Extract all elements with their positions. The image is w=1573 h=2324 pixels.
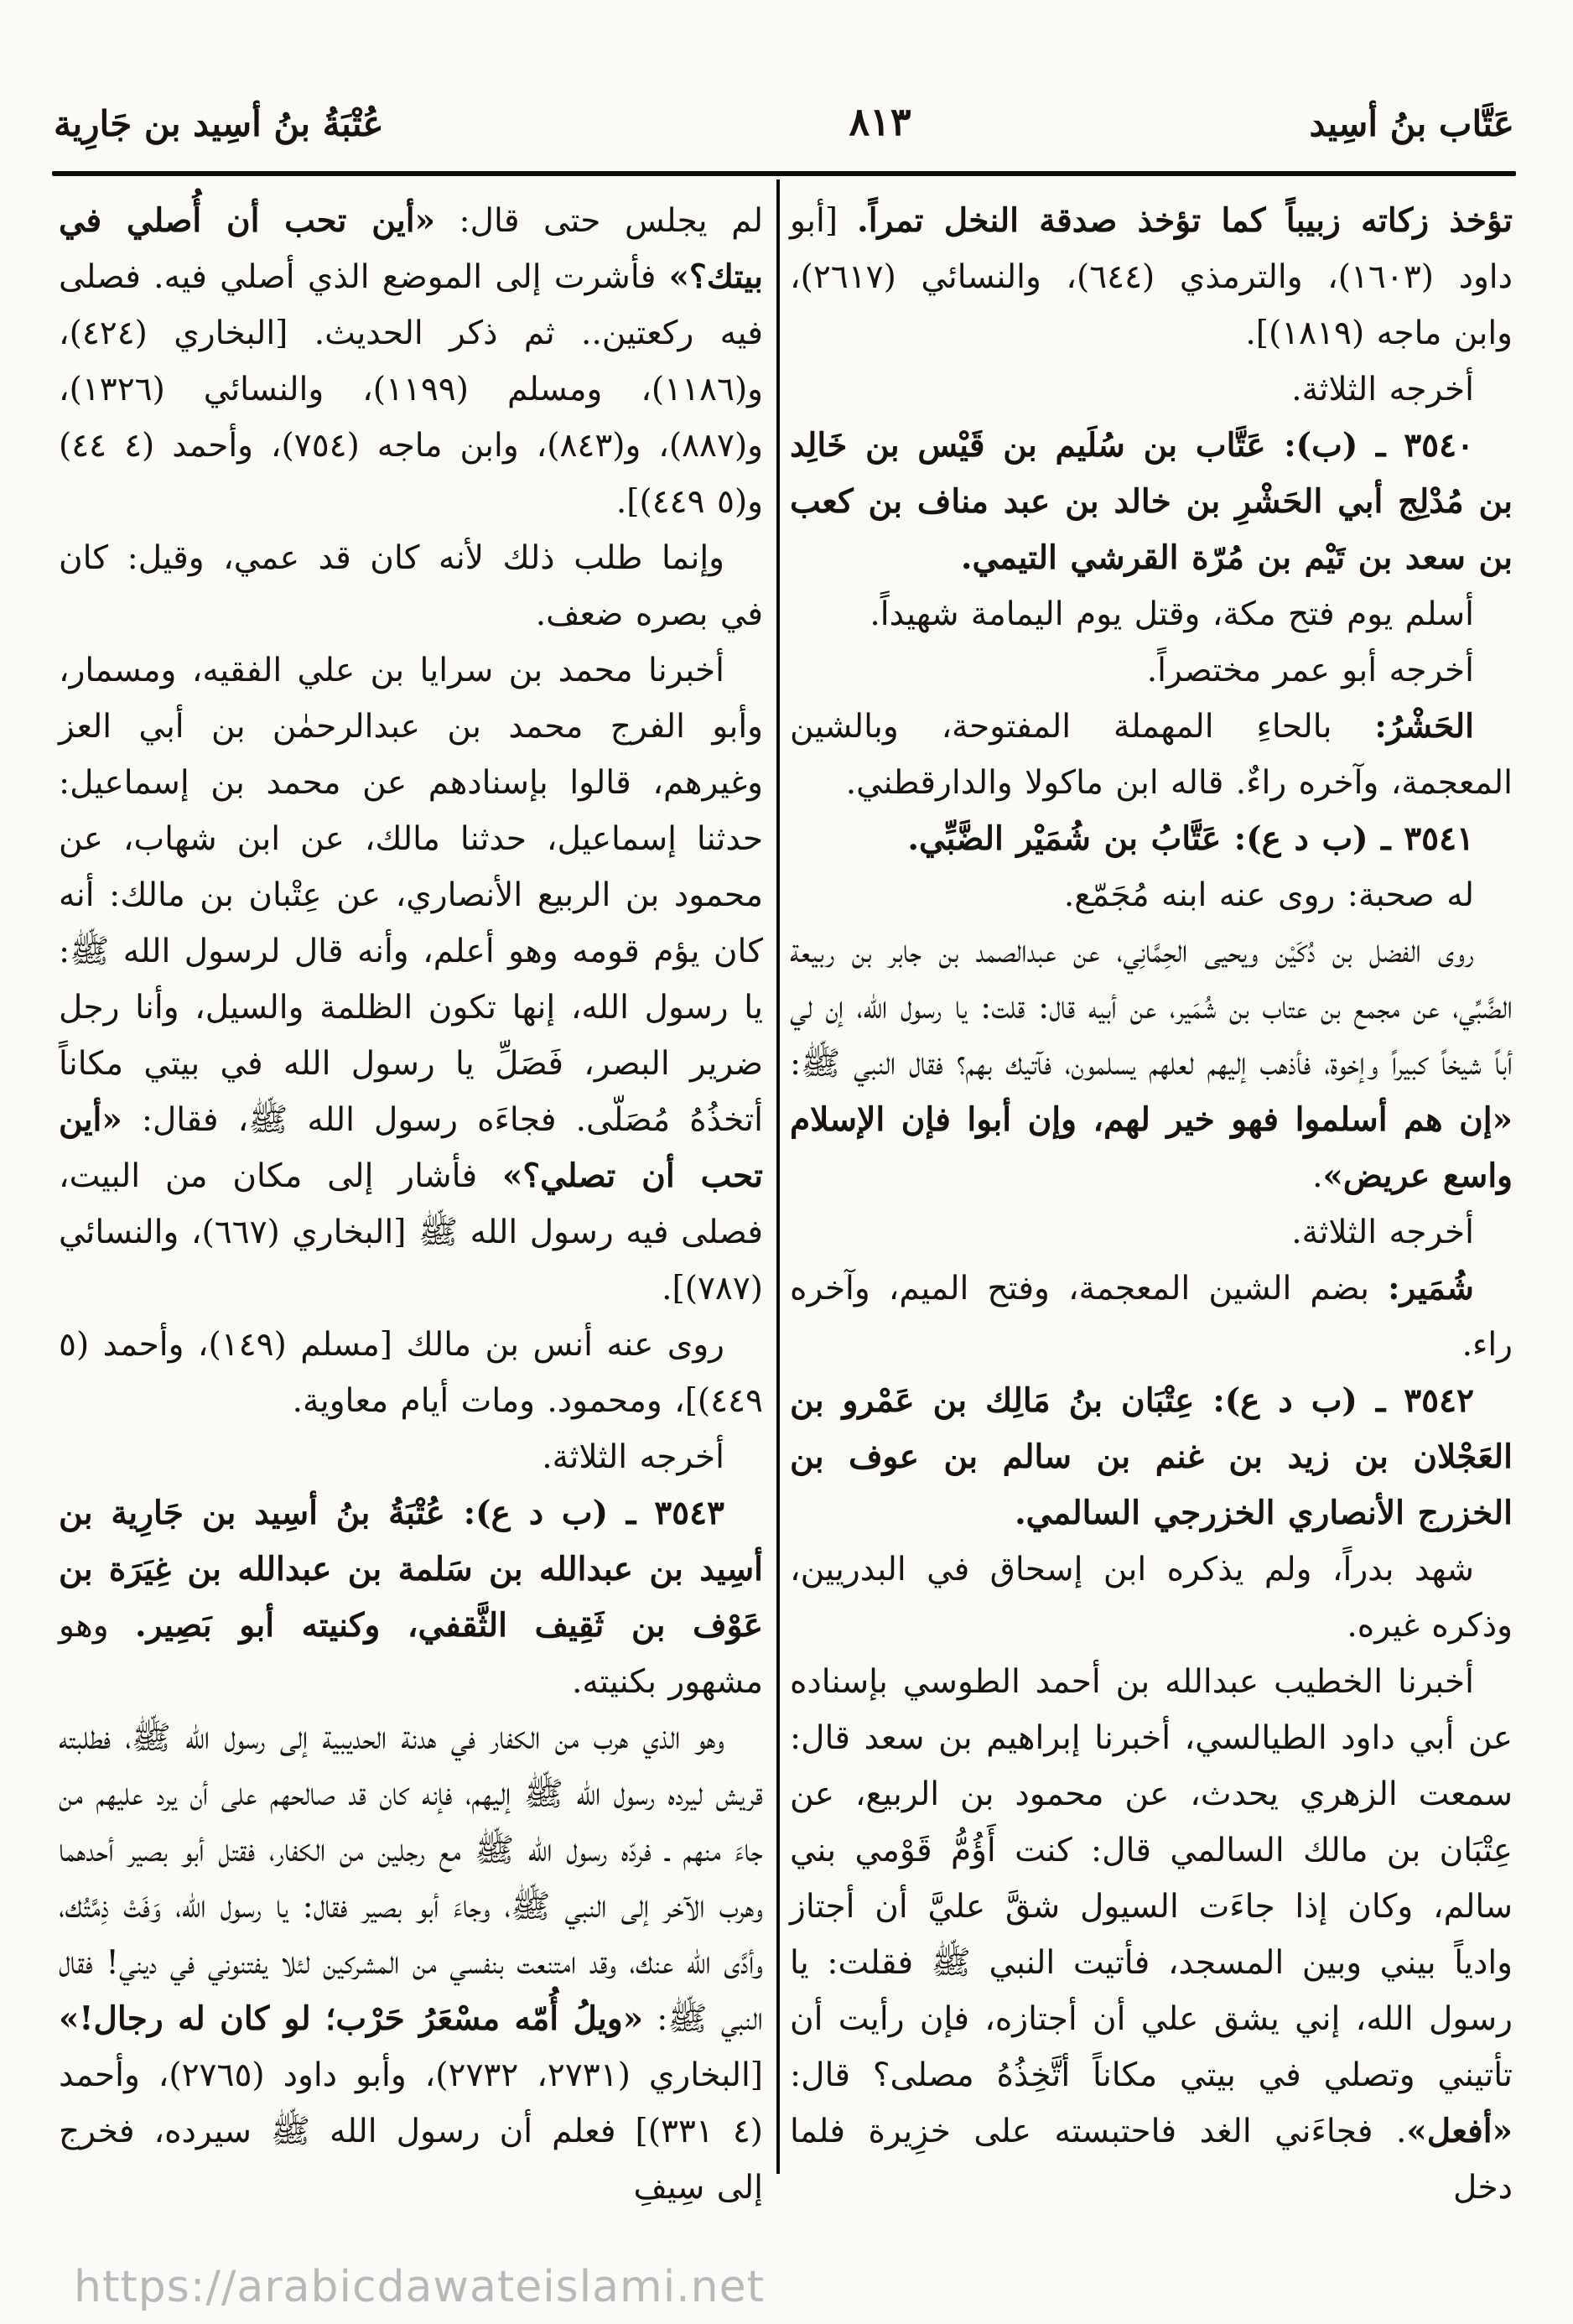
clarified-name: شُمَير:: [1388, 1269, 1474, 1308]
takhrij-references: [أبو داود (١٦٠٣)، والترمذي (٦٤٤)، والنسائي (٢٦١٧)، وابن ماجه (١٨١٩)].: [790, 202, 1513, 352]
takhrij-text: أخرجه الثلاثة.: [1291, 371, 1474, 408]
takhrij-note: [59, 1429, 763, 1485]
hadith-quote: «أين تحب أن أُصلي في بيتك؟»: [59, 201, 763, 296]
name-clarification-note: [790, 1261, 1513, 1373]
hadith-narration-paragraph: [790, 1654, 1513, 2216]
running-title-left: عُتْبَةُ بنُ أسِيد بن جَارِية: [54, 103, 384, 144]
hadith-narration-paragraph: [59, 642, 763, 1317]
hadith-quote: «أين تحب أن تصلي؟»: [59, 1100, 764, 1195]
name-clarification-note: [790, 699, 1513, 811]
running-title-right: عَتَّاب بنُ أسِيد: [1309, 103, 1514, 144]
hadith-narration-paragraph: [790, 923, 1513, 1204]
entry-heading-text: ٣٥٤٣ ـ (ب د ع): عُتْبَةُ بنُ أسِيد بن جَارِية بن أسِيد بن عبدالله بن سَلمة بن عبدالله بن غِيَرَة بن عَوْف بن ثَقِيف الثَّقفي، وكنيته أبو بَصِير.: [59, 1494, 763, 1645]
takhrij-text: أخرجه أبو عمر مختصراً.: [1146, 652, 1474, 689]
hadith-quote: تؤخذ زكاته زبيباً كما تؤخذ صدقة النخل تمراً.: [857, 201, 1513, 240]
narration-tail: فأشار إلى مكان من البيت، فصلى فيه رسول الله ﷺ [البخاري (٦٦٧)، والنسائي (٧٨٧)].: [59, 1157, 763, 1308]
biography-line: [790, 1542, 1513, 1654]
entry-heading-text: ٣٥٤٢ ـ (ب د ع): عِتْبَان بنُ مَالِك بن عَمْرو بن العَجْلان بن زيد بن غنم بن سالم بن عوف بن الخزرج الأنصاري الخزرجي السالمي.: [790, 1381, 1513, 1532]
entry-heading-tail: وهو مشهور بكنيته.: [59, 1607, 763, 1701]
page-number: ٨١٣: [849, 99, 911, 144]
hadith-quote: «أفعل»: [1406, 2112, 1513, 2150]
biography-tail: [البخاري (٢٧٣١، ٢٧٣٢)، وأبو داود (٢٧٦٥)، وأحمد (٤ ٣٣١)] فعلم أن رسول الله ﷺ سيرده، فخرج إلى سِيفِ: [59, 2056, 764, 2207]
narration-tail: .: [1312, 1157, 1323, 1195]
biography-text: أسلم يوم فتح مكة، وقتل يوم اليمامة شهيداً.: [870, 595, 1474, 633]
continuation-hadith-paragraph: [59, 193, 763, 530]
narrators-note: [59, 1317, 763, 1429]
continuation-hadith-paragraph: [790, 193, 1513, 361]
takhrij-references: فأشرت إلى الموضع الذي أصلي فيه. فصلى فيه ركعتين.. ثم ذكر الحديث. [البخاري (٤٢٤)، و(١١٨٦)، ومسلم (١١٩٩)، والنسائي (١٣٢٦)، و(٨٨٧)، و(٨٤٣)، وابن ماجه (٧٥٤)، وأحمد (٤ ٤٤) و(٥ ٤٤٩)].: [59, 258, 764, 521]
biography-line: [790, 586, 1513, 642]
companion-text: له صحبة: روى عنه ابنه مُجَمّع.: [1063, 876, 1474, 914]
column-divider: [776, 179, 780, 2174]
takhrij-note: [790, 361, 1513, 418]
hadith-quote: «ويلُ أُمّه مسْعَرُ حَرْب؛ لو كان له رجال!»: [59, 1999, 644, 2038]
commentary-text: وإنما طلب ذلك لأنه كان قد عمي، وقيل: كان في بصره ضعف.: [59, 539, 763, 633]
clarification-text: بضم الشين المعجمة، وفتح الميم، وآخره راء.: [790, 1270, 1513, 1364]
right-text-column: [790, 193, 1513, 2216]
biography-text: شهد بدراً، ولم يذكره ابن إسحاق في البدريين، وذكره غيره.: [790, 1551, 1513, 1645]
entry-3540-heading: [790, 418, 1513, 586]
clarified-name: الحَشْرُ:: [1374, 707, 1474, 746]
takhrij-note: [790, 1204, 1513, 1261]
isnad-text: أخبرنا الخطيب عبدالله بن أحمد الطوسي بإسناده عن أبي داود الطيالسي، أخبرنا إبراهيم بن سعد قال: سمعت الزهري يحدث، عن محمود بن الربيع، عن عِتْبَان بن مالك السالمي قال: كنت أَؤُمُّ قَوْمي بني سالم، وكان إذا جاءَت السيول شقَّ عليَّ أن أجتاز وادياً بيني وبين المسجد، فأتيت النبي ﷺ فقلت: يا رسول الله، إني يشق علي أن أجتازه، فإن رأيت أن تأتيني وتصلي في بيتي مكاناً أتَّخِذُهُ مصلى؟ قال:: [790, 1663, 1513, 2094]
companion-note: [790, 867, 1513, 923]
page-header: [54, 99, 1514, 144]
isnad-text: روى الفضل بن دُكَيْن ويحيى الحِمَّانِي، عن عبدالصمد بن جابر بن ربيعة الضَّبِّي، عن مجمع بن عتاب بن شُمَير، عن أبيه قال: قلت: يا رسول الله، إن لي أباً شيخاً كبيراً وإخوة، فأذهب إليهم لعلهم يسلمون، فآتيك بهم؟ فقال النبي ﷺ:: [790, 933, 1513, 1083]
takhrij-text: أخرجه الثلاثة.: [542, 1438, 724, 1476]
entry-3542-heading: [790, 1373, 1513, 1542]
entry-3543-heading: [59, 1485, 763, 1710]
watermark-url: https://arabicdawateislami.net: [74, 2262, 766, 2312]
entry-3541-heading: [790, 811, 1513, 867]
narrators-text: روى عنه أنس بن مالك [مسلم (١٤٩)، وأحمد (٥ ٤٤٩)]، ومحمود. ومات أيام معاوية.: [59, 1326, 763, 1420]
biography-text: وهو الذي هرب من الكفار في هدنة الحديبية إلى رسول الله ﷺ، فطلبته قريش ليرده رسول الله ﷺ إليهم، فإنه كان قد صالحهم على أن يرد عليهم من جاءَ منهم ـ فردّه رسول الله ﷺ مع رجلين من الكفار، فقتل أبو بصير أحدهما وهرب الآخر إلى النبي ﷺ، وجاءَ أبو بصير فقال: يا رسول الله، وَفَتْ ذِمَّتُك، وأدَّى الله عنك، وقد امتنعت بنفسي من المشركين لئلا يفتنوني في ديني! فقال النبي ﷺ:: [59, 1719, 763, 2038]
takhrij-note: [790, 642, 1513, 699]
isnad-text: أخبرنا محمد بن سرايا بن علي الفقيه، ومسمار، وأبو الفرج محمد بن عبدالرحمٰن بن أبي العز وغيرهم، قالوا بإسنادهم عن محمد بن إسماعيل: حدثنا إسماعيل، حدثنا مالك، عن ابن شهاب، عن محمود بن الربيع الأنصاري، عن عِتْبان بن مالك: أنه كان يؤم قومه وهو أعلم، وأنه قال لرسول الله ﷺ: يا رسول الله، إنها تكون الظلمة والسيل، وأنا رجل ضرير البصر، فَصَلِّ يا رسول الله في بيتي مكاناً أتخذُهُ مُصَلّى. فجاءَه رسول الله ﷺ، فقال:: [59, 652, 763, 1139]
clarification-text: بالحاءِ المهملة المفتوحة، وبالشين المعجمة، وآخره راءٌ. قاله ابن ماكولا والدارقطني.: [790, 708, 1513, 802]
entry-heading-text: ٣٥٤١ ـ (ب د ع): عَتَّابُ بن شُمَيْر الضَّبِّي.: [907, 819, 1474, 858]
takhrij-text: أخرجه الثلاثة.: [1291, 1214, 1474, 1251]
biography-paragraph: [59, 1710, 763, 2216]
entry-heading-text: ٣٥٤٠ ـ (ب): عَتَّاب بن سُلَيم بن قَيْس بن خَالِد بن مُدْلِج أبي الحَشْرِ بن خالد بن عبد مناف بن كعب بن سعد بن تَيْم بن مُرّة القرشي التيمي.: [790, 426, 1513, 577]
hadith-quote: «إن هم أسلموا فهو خير لهم، وإن أبوا فإن الإسلام واسع عريض»: [790, 1100, 1513, 1195]
narration-tail: . فجاءَني الغد فاحتبسته على خزِيرة فلما دخل: [790, 2113, 1513, 2207]
commentary-paragraph: [59, 530, 763, 642]
left-text-column: [59, 193, 763, 2216]
narration-text: لم يجلس حتى قال:: [434, 202, 763, 240]
header-rule: [52, 171, 1516, 176]
